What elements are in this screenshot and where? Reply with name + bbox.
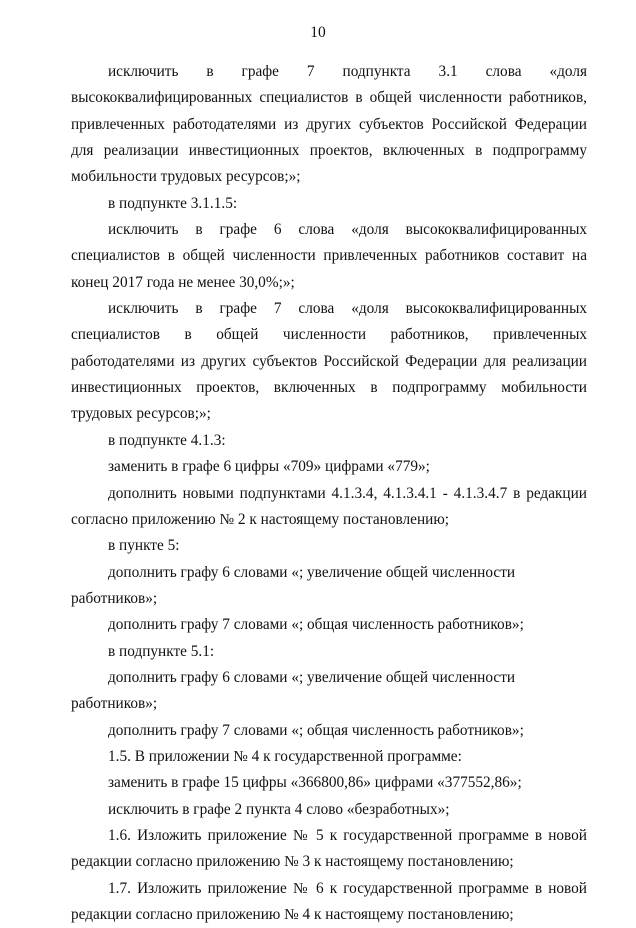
paragraph-exclude-graph7: исключить в графе 7 слова «доля высококвалифицированных специалистов в общей численности работников, привлеченных работодателями из других субъектов Российской Федерации для реализации инвестиционных проектов, включенных в подпрограмму мобильности трудовых ресурсов;»; — [71, 300, 587, 423]
paragraph-add-graph7-sub5-1: дополнить графу 7 словами «; общая численность работников»; — [108, 721, 524, 739]
paragraph-1-6-appendix-5: 1.6. Изложить приложение № 5 к государственной программе в новой редакции согласно приложению № 3 к настоящему постановлению; — [71, 826, 587, 871]
paragraph-replace-709: заменить в графе 6 цифры «709» цифрами «779»; — [108, 458, 430, 476]
paragraph-add-graph7-item5: дополнить графу 7 словами «; общая численность работников»; — [108, 616, 524, 634]
paragraph-subitem-3-1-1-5: в подпункте 3.1.1.5: — [108, 194, 238, 212]
paragraph-add-graph6-sub5-1: дополнить графу 6 словами «; увеличение общей численности работников»; — [71, 668, 516, 713]
paragraph-exclude-unemployed: исключить в графе 2 пункта 4 слово «безработных»; — [108, 800, 450, 818]
document-body — [71, 59, 587, 928]
paragraph-replace-366800: заменить в графе 15 цифры «366800,86» цифрами «377552,86»; — [108, 774, 522, 792]
paragraph-1-5-appendix-4: 1.5. В приложении № 4 к государственной программе: — [108, 747, 462, 765]
page-number: 10 — [310, 24, 326, 41]
paragraph-1-7-appendix-6: 1.7. Изложить приложение № 6 к государственной программе в новой редакции согласно приложению № 4 к настоящему постановлению; — [71, 879, 587, 923]
paragraph-item-5: в пункте 5: — [108, 537, 180, 555]
paragraph-exclude-graph7-sub3-1: исключить в графе 7 подпункта 3.1 слова «доля высококвалифицированных специалистов в общей численности работников, привлеченных работодателями из других субъектов Российской Федерации для реализации инвестиционных проектов, включенных в подпрограмму мобильности трудовых ресурсов;»; — [71, 63, 587, 186]
paragraph-add-graph6-item5: дополнить графу 6 словами «; увеличение общей численности работников»; — [71, 563, 516, 607]
paragraph-subitem-5-1: в подпункте 5.1: — [108, 642, 215, 660]
paragraph-subitem-4-1-3: в подпункте 4.1.3: — [108, 431, 226, 449]
paragraph-add-subitems-4-1-3-4: дополнить новыми подпунктами 4.1.3.4, 4.1.3.4.1 - 4.1.3.4.7 в редакции согласно приложению № 2 к настоящему постановлению; — [71, 484, 587, 528]
paragraph-exclude-graph6: исключить в графе 6 слова «доля высококвалифицированных специалистов в общей численности привлеченных работников составит на конец 2017 года не менее 30,0%;»; — [71, 221, 587, 291]
